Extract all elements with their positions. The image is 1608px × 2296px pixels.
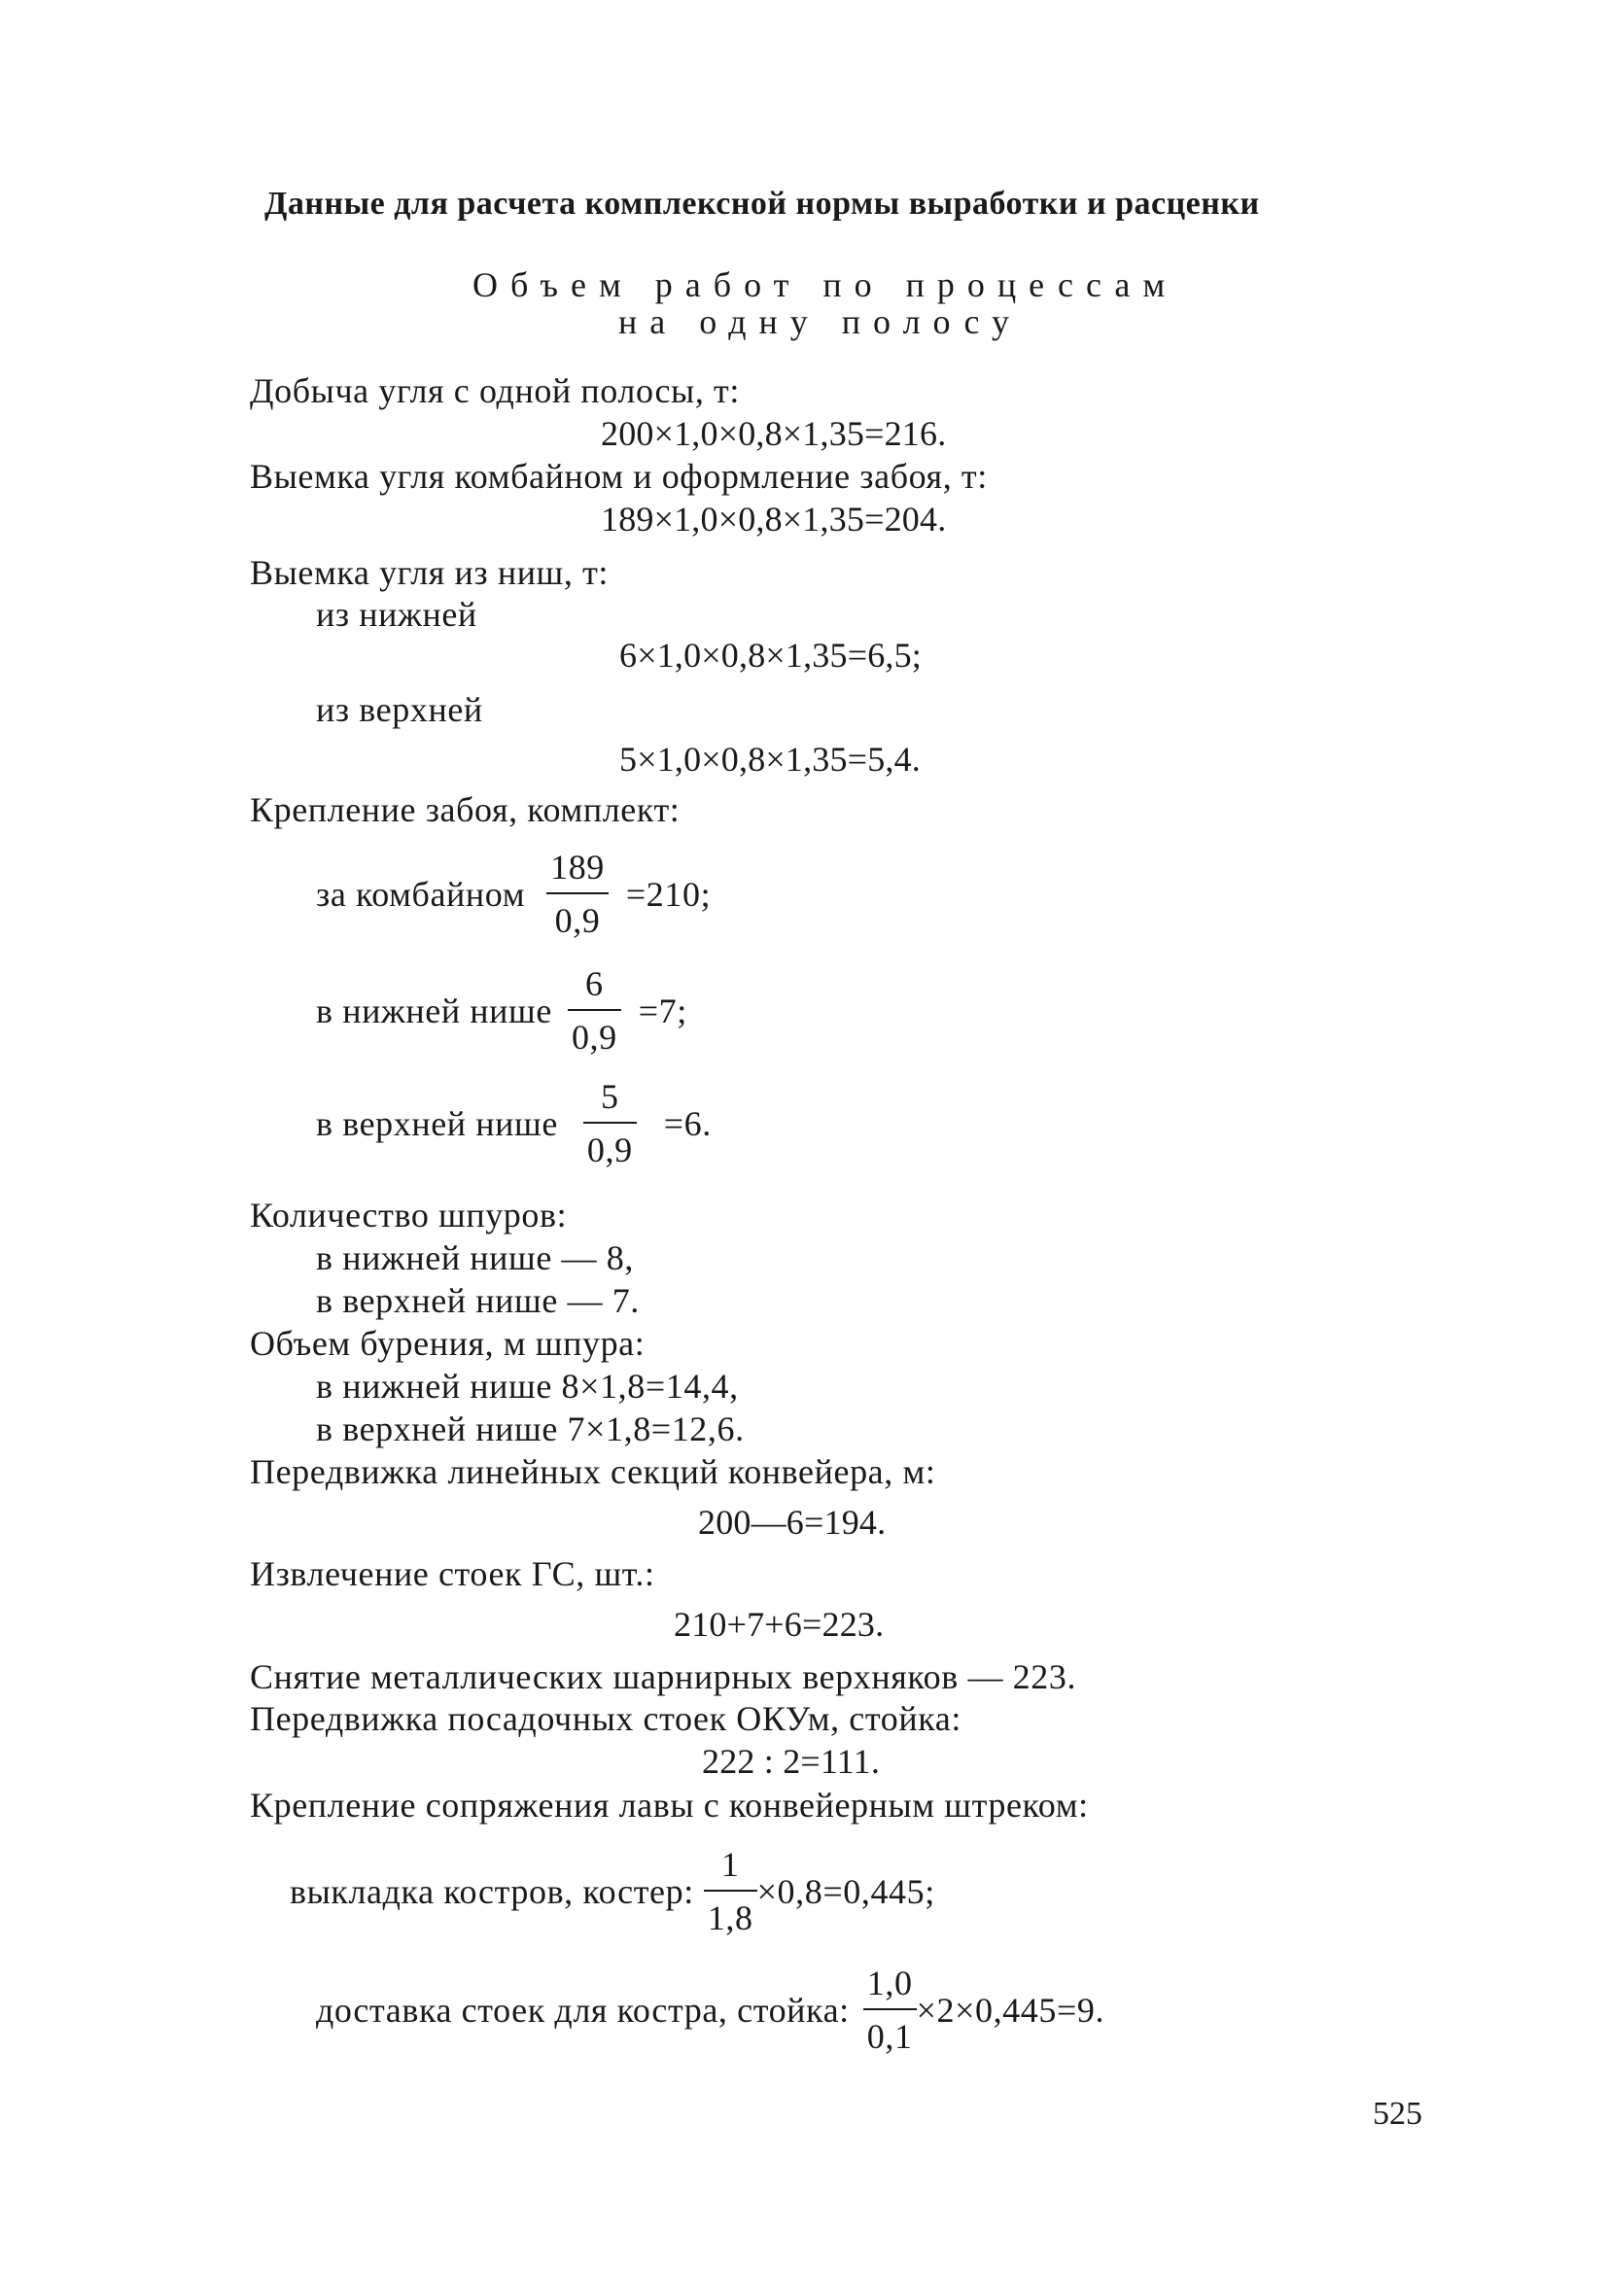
conveyor-formula: 200—6=194.	[698, 1503, 887, 1542]
fraction-numerator: 1,0	[866, 1964, 913, 2002]
cribs-fraction	[704, 1847, 757, 1935]
holes-lower: в нижней нише — 8,	[316, 1238, 634, 1277]
support-lower-niche-label: в нижней нише	[316, 991, 552, 1030]
support-upper-niche	[316, 1079, 712, 1167]
support-upper-niche-result: =6.	[663, 1103, 712, 1143]
combine-extraction-formula: 189×1,0×0,8×1,35=204.	[601, 500, 947, 539]
drilling-label: Объем бурения, м шпура:	[250, 1324, 646, 1363]
junction-support-label: Крепление сопряжения лавы с конвейерным штреком:	[250, 1786, 1089, 1825]
fraction-numerator: 5	[601, 1077, 619, 1116]
fraction-denominator: 0,9	[571, 1018, 617, 1057]
fraction-numerator: 6	[585, 964, 604, 1003]
conveyor-label: Передвижка линейных секций конвейера, м:	[250, 1452, 936, 1491]
support-behind-combine-fraction	[546, 850, 609, 938]
support-lower-niche-fraction	[568, 966, 621, 1055]
delivery-tail: ×2×0,445=9.	[916, 1990, 1105, 2030]
props-removal-label: Извлечение стоек ГС, шт.:	[250, 1554, 655, 1593]
coal-from-strip-label: Добыча угля с одной полосы, т:	[250, 371, 740, 410]
delivery-label: доставка стоек для костра, стойка:	[316, 1990, 850, 2030]
fraction-denominator: 0,1	[866, 2017, 913, 2056]
fraction-bar	[546, 892, 609, 894]
delivery-row	[316, 1966, 1104, 2054]
support-upper-niche-label: в верхней нише	[316, 1103, 558, 1143]
support-behind-combine-result: =210;	[625, 874, 712, 914]
niche-extraction-label: Выемка угля из ниш, т:	[250, 553, 610, 592]
niche-upper-label: из верхней	[316, 690, 483, 729]
support-behind-combine	[316, 850, 711, 938]
section-heading-line1: Объем работ по процессам	[472, 265, 1178, 304]
fraction-denominator: 1,8	[707, 1898, 753, 1937]
page-title: Данные для расчета комплексной нормы выработки и расценки	[264, 186, 1260, 222]
coal-from-strip-formula: 200×1,0×0,8×1,35=216.	[601, 414, 947, 453]
cribs-tail: ×0,8=0,445;	[756, 1871, 935, 1911]
niche-lower-formula: 6×1,0×0,8×1,35=6,5;	[619, 636, 923, 675]
support-lower-niche-result: =7;	[638, 991, 687, 1030]
okum-props-label: Передвижка посадочных стоек ОКУм, стойка:	[250, 1699, 961, 1738]
fraction-denominator: 0,9	[554, 901, 601, 940]
support-behind-combine-label: за комбайном	[316, 874, 526, 914]
fraction-bar	[863, 2008, 917, 2010]
combine-extraction-label: Выемка угля комбайном и оформление забоя, т:	[250, 457, 988, 496]
cribs-row	[290, 1847, 935, 1935]
fraction-bar	[583, 1122, 637, 1124]
section-heading-line2: на одну полосу	[618, 302, 1022, 341]
delivery-fraction	[863, 1966, 917, 2054]
fraction-denominator: 0,9	[586, 1131, 633, 1169]
fraction-numerator: 189	[550, 848, 605, 887]
fraction-bar	[704, 1890, 757, 1892]
holes-label: Количество шпуров:	[250, 1196, 568, 1235]
cribs-label: выкладка костров, костер:	[290, 1871, 694, 1911]
support-upper-niche-fraction	[583, 1079, 637, 1167]
support-lower-niche	[316, 966, 687, 1055]
holes-upper: в верхней нише — 7.	[316, 1281, 640, 1320]
drilling-upper: в верхней нише 7×1,8=12,6.	[316, 1409, 745, 1448]
page-number: 525	[1373, 2096, 1422, 2132]
props-removal-formula: 210+7+6=223.	[674, 1605, 885, 1644]
niche-upper-formula: 5×1,0×0,8×1,35=5,4.	[619, 740, 922, 779]
face-support-label: Крепление забоя, комплект:	[250, 790, 681, 829]
niche-lower-label: из нижней	[316, 595, 477, 634]
okum-props-formula: 222 : 2=111.	[702, 1742, 881, 1781]
caps-removal-label: Снятие металлических шарнирных верхняков — 223.	[250, 1657, 1077, 1696]
fraction-numerator: 1	[720, 1845, 740, 1884]
fraction-bar	[568, 1009, 621, 1011]
drilling-lower: в нижней нише 8×1,8=14,4,	[316, 1367, 739, 1406]
